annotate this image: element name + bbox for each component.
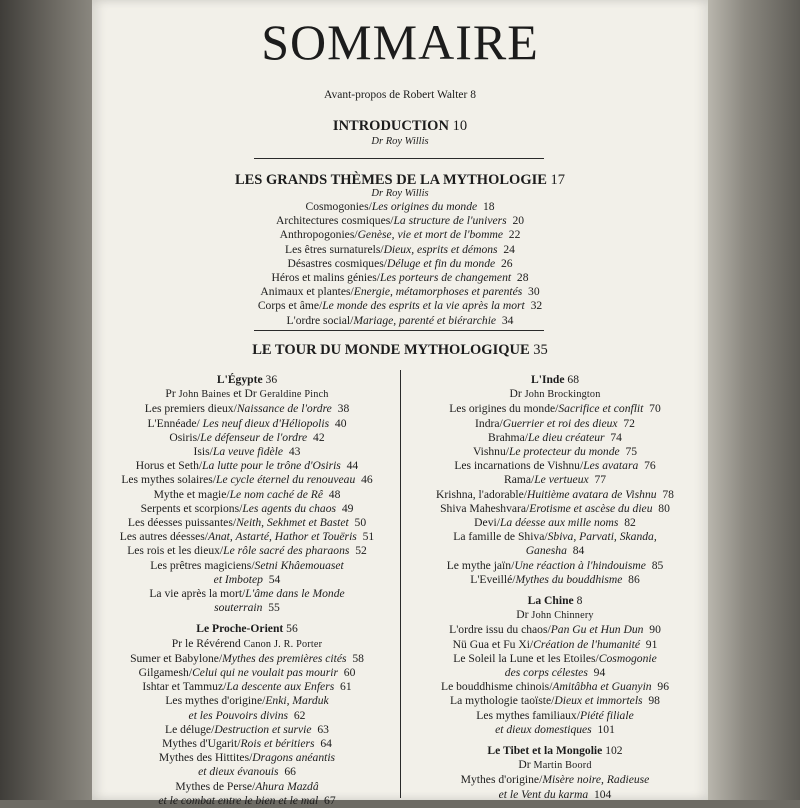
entry-subtitle: et les Pouvoirs divins: [188, 708, 289, 722]
entry-subtitle: Déluge et fin du monde: [386, 256, 496, 270]
toc-entry: [402, 431, 708, 445]
region-page: 68: [567, 373, 579, 386]
toc-entry: [92, 530, 402, 544]
foreword-page: 8: [470, 89, 476, 101]
entry-topic: Les déesses puissantes/: [127, 516, 237, 530]
entry-topic: Désastres cosmiques/: [287, 256, 387, 270]
region-title: L'Égypte: [216, 373, 263, 386]
entry-topic: Indra/: [475, 416, 503, 430]
toc-entry: [402, 773, 708, 787]
entry-topic: Vishnu/: [472, 445, 509, 459]
entry-subtitle: Amitâbha et Guanyin: [552, 680, 652, 694]
entry-page: 77: [594, 473, 607, 487]
entry-subtitle: Ganesha: [525, 544, 567, 558]
toc-entry: [92, 257, 708, 271]
entry-page: 46: [361, 473, 373, 487]
toc-entry: [92, 516, 402, 530]
entry-subtitle: Le rôle sacré des pharaons: [223, 544, 350, 558]
introduction-author: Dr Roy Willis: [371, 136, 429, 147]
spacer: [402, 587, 708, 594]
toc-entry: [402, 488, 708, 502]
toc-entry: [402, 623, 708, 637]
entry-page: 61: [340, 680, 352, 694]
entry-subtitle: Mythes du bouddhisme: [515, 572, 623, 586]
introduction-title: INTRODUCTION: [332, 118, 449, 134]
introduction-heading: [92, 118, 708, 135]
toc-entry: [92, 694, 402, 708]
author-name: Martin Boord: [533, 760, 592, 772]
entry-subtitle: Celui qui ne voulait pas mourir: [192, 666, 338, 680]
entry-subtitle: Mariage, parenté et biérarchie: [353, 313, 497, 327]
region-page: 102: [605, 744, 623, 758]
region-heading: [92, 373, 402, 387]
entry-page: 28: [516, 271, 529, 285]
toc-entry: [92, 652, 402, 666]
entry-page: 104: [593, 787, 612, 801]
entry-topic: Sumer et Babylone/: [130, 651, 223, 665]
toc-entry: [402, 445, 708, 459]
entry-page: 58: [352, 651, 364, 665]
tour-title: LE TOUR DU MONDE MYTHOLOGIQUE: [252, 342, 530, 358]
entry-page: 24: [503, 242, 515, 256]
spacer: [402, 737, 708, 744]
divider: [254, 158, 544, 159]
toc-entry: [92, 559, 402, 573]
entry-page: 54: [268, 572, 281, 586]
book-edge-right: [708, 0, 800, 800]
author-name: John Baines: [178, 389, 231, 401]
entry-page: 64: [320, 737, 332, 751]
entry-subtitle: et le Vent du karma: [498, 787, 589, 801]
entry-topic: Anthropogonies/: [279, 228, 358, 242]
entry-subtitle: Le défenseur de l'ordre: [200, 430, 308, 444]
entry-page: 62: [293, 708, 306, 722]
entry-subtitle: Huitième avatara de Vishnu: [527, 487, 657, 501]
toc-entry: [92, 780, 402, 794]
entry-topic: Corps et âme/: [257, 299, 323, 313]
authors-prefix: Dr: [516, 608, 529, 622]
entry-topic: Gilgamesh/: [138, 666, 193, 680]
entry-page: 38: [337, 402, 350, 416]
entry-page: 66: [284, 765, 296, 779]
entry-topic: Mythe et magie/: [153, 487, 230, 501]
entry-subtitle: Dieux, esprits et démons: [383, 242, 498, 256]
region-page: 36: [265, 373, 278, 386]
author-name: John Brockington: [524, 389, 601, 401]
entry-topic: Mythes d'Ugarit/: [162, 737, 241, 751]
entry-topic: Osiris/: [169, 430, 201, 444]
toc-entry: [402, 559, 708, 573]
toc-entry: [92, 228, 708, 242]
entry-subtitle: Le monde des esprits et la vie après la mort: [322, 299, 525, 313]
toc-column-right: [402, 373, 708, 802]
entry-subtitle: Les avatara: [583, 459, 639, 473]
entry-page: 84: [572, 544, 585, 558]
foreword-label: Avant-propos de Robert Walter: [324, 89, 468, 101]
author-name: John Chinnery: [531, 610, 594, 622]
entry-subtitle: souterrain: [214, 601, 263, 615]
toc-entry: [402, 402, 708, 416]
entry-page: 63: [317, 722, 329, 736]
toc-entry: [92, 473, 402, 487]
entry-subtitle: Sbiva, Parvati, Skanda,: [547, 530, 657, 544]
entry-topic: Le Soleil la Lune et les Etoiles/: [453, 651, 599, 665]
themes-author: Dr Roy Willis: [371, 188, 429, 199]
toc-entry: [402, 473, 708, 487]
entry-subtitle: La déesse aux mille noms: [499, 516, 619, 530]
toc-entry: [92, 445, 402, 459]
entry-subtitle: Guerrier et roi des dieux: [502, 416, 618, 430]
spacer: [92, 615, 402, 622]
region-heading: [402, 594, 708, 608]
region-authors: [402, 608, 708, 623]
toc-entry: [92, 299, 708, 313]
toc-column-left: [92, 373, 402, 808]
entry-topic: La mythologie taoïste/: [450, 694, 555, 708]
entry-subtitle: et Imbotep: [213, 572, 263, 586]
entry-page: 26: [500, 256, 513, 270]
toc-entry: [92, 765, 402, 779]
entry-topic: Héros et malins génies/: [271, 271, 381, 285]
authors-prefix: Dr: [518, 758, 531, 772]
toc-entry: [92, 243, 708, 257]
toc-entry: [92, 214, 708, 228]
entry-topic: Les autres déesses/: [119, 530, 208, 544]
entry-subtitle: Energie, métamorphoses et parentés: [353, 285, 523, 299]
toc-entry: [92, 666, 402, 680]
entry-page: 90: [649, 623, 661, 637]
entry-subtitle: Naissance de l'ordre: [236, 402, 332, 416]
entry-subtitle: Création de l'humanité: [533, 637, 640, 651]
toc-entry: [92, 488, 402, 502]
entry-page: 43: [288, 445, 301, 459]
entry-topic: Shiva Maheshvara/: [440, 501, 530, 515]
entry-topic: Les mythes familiaux/: [476, 708, 580, 722]
region-authors: [92, 387, 402, 402]
region-authors: [402, 758, 708, 773]
entry-subtitle: Le dieu créateur: [527, 430, 605, 444]
entry-subtitle: Rois et béritiers: [240, 737, 315, 751]
entry-subtitle: Cosmogonie: [598, 651, 657, 665]
entry-subtitle: Les porteurs de changement: [380, 271, 512, 285]
tour-page: 35: [533, 342, 548, 358]
entry-topic: Cosmogonies/: [305, 200, 372, 213]
entry-topic: Le déluge/: [165, 722, 215, 736]
authors-mid: et Dr: [233, 387, 257, 401]
entry-subtitle: Genèse, vie et mort de l'bomme: [357, 228, 503, 242]
entry-page: 91: [645, 637, 658, 651]
entry-topic: Horus et Seth/: [135, 459, 203, 473]
entry-topic: Ishtar et Tammuz/: [142, 680, 227, 694]
entry-page: 101: [597, 722, 615, 736]
entry-subtitle: Sacrifice et conflit: [558, 402, 644, 416]
entry-topic: Le bouddhisme chinois/: [441, 680, 553, 694]
toc-entry: [402, 666, 708, 680]
entry-page: 80: [658, 501, 670, 515]
entry-page: 98: [648, 694, 660, 708]
toc-entry: [402, 502, 708, 516]
authors-prefix: Pr le Révérend: [171, 636, 241, 650]
region-title: Le Tibet et la Mongolie: [487, 744, 603, 758]
entry-topic: Isis/: [193, 445, 213, 459]
entry-page: 44: [346, 459, 359, 473]
entry-topic: Brahma/: [488, 430, 528, 444]
entry-page: 70: [649, 402, 661, 416]
toc-entry: [92, 271, 708, 285]
book-edge-left: [0, 0, 92, 800]
entry-subtitle: Le cycle éternel du renouveau: [216, 473, 356, 487]
entry-subtitle: et le combat entre le bien et le mal: [158, 793, 319, 807]
region-title: Le Proche-Orient: [196, 622, 284, 636]
entry-subtitle: des corps célestes: [504, 666, 588, 680]
themes-page: 17: [550, 172, 566, 188]
entry-page: 30: [528, 285, 540, 299]
entry-subtitle: La structure de l'univers: [393, 214, 507, 228]
toc-entry: [92, 587, 402, 601]
entry-page: 22: [508, 228, 521, 242]
themes-title: LES GRANDS THÈMES DE LA MYTHOLOGIE: [234, 172, 547, 188]
entry-topic: La famille de Shiva/: [453, 530, 548, 544]
toc-entry: [402, 530, 708, 544]
entry-page: 82: [624, 516, 636, 530]
entry-page: 55: [268, 601, 280, 615]
entry-page: 49: [341, 501, 354, 515]
entry-topic: Mythes des Hittites/: [158, 751, 253, 765]
toc-entry: [402, 516, 708, 530]
entry-topic: Nü Gua et Fu Xi/: [452, 637, 534, 651]
entry-subtitle: L'âme dans le Monde: [245, 587, 345, 601]
entry-subtitle: Pan Gu et Hun Dun: [550, 623, 644, 637]
introduction-page: 10: [452, 118, 468, 134]
entry-page: 75: [625, 445, 638, 459]
entry-topic: Krishna, l'adorable/: [436, 487, 527, 501]
entry-subtitle: Le nom caché de Rê: [229, 487, 323, 501]
region-title: La Chine: [527, 594, 574, 608]
entry-subtitle: Le vertueux: [534, 473, 589, 487]
entry-topic: Les rois et les dieux/: [127, 544, 224, 558]
authors-prefix: Dr: [509, 387, 522, 401]
entry-topic: Serpents et scorpions/: [140, 501, 243, 515]
toc-entry: [92, 200, 708, 214]
entry-subtitle: La veuve fidèle: [212, 445, 284, 459]
entry-subtitle: Setni Khâemouaset: [254, 558, 344, 572]
entry-topic: Mythes de Perse/: [175, 779, 256, 793]
entry-page: 18: [482, 200, 495, 213]
region-authors: [92, 637, 402, 652]
entry-page: 48: [328, 487, 341, 501]
toc-entry: [402, 723, 708, 737]
toc-entry: [92, 573, 402, 587]
toc-entry: [402, 544, 708, 558]
region-title: L'Inde: [530, 373, 565, 386]
entry-topic: Les êtres surnaturels/: [285, 242, 384, 256]
toc-entry: [402, 459, 708, 473]
entry-topic: Architectures cosmiques/: [275, 214, 394, 228]
entry-subtitle: Les origines du monde: [371, 200, 478, 213]
entry-subtitle: Erotisme et ascèse du dieu: [529, 501, 653, 515]
entry-subtitle: Destruction et survie: [214, 722, 312, 736]
toc-entry: [92, 285, 708, 299]
themes-heading: [92, 172, 708, 189]
foreword-line: [92, 89, 708, 101]
entry-subtitle: Dragons anéantis: [252, 751, 336, 765]
region-heading: [92, 622, 402, 636]
entry-topic: L'Ennéade/: [147, 416, 203, 430]
entry-page: 96: [657, 680, 669, 694]
entry-subtitle: La descente aux Enfers: [226, 680, 335, 694]
entry-page: 52: [355, 544, 367, 558]
entry-subtitle: Piété filiale: [579, 708, 634, 722]
toc-entry: [402, 694, 708, 708]
toc-entry: [402, 417, 708, 431]
entry-page: 40: [334, 416, 347, 430]
entry-topic: Les mythes solaires/: [121, 473, 216, 487]
entry-subtitle: Ahura Mazdâ: [255, 779, 319, 793]
toc-entry: [92, 314, 708, 328]
entry-page: 76: [644, 459, 656, 473]
toc-entry: [92, 459, 402, 473]
entry-topic: La vie après la mort/: [149, 587, 246, 601]
entry-topic: Devi/: [474, 516, 500, 530]
toc-entry: [92, 431, 402, 445]
toc-entry: [92, 402, 402, 416]
entry-page: 34: [501, 313, 514, 327]
toc-entry: [92, 544, 402, 558]
entry-page: 94: [593, 666, 606, 680]
page-title: SOMMAIRE: [261, 14, 539, 70]
toc-entry: [92, 680, 402, 694]
toc-entry: [92, 737, 402, 751]
entry-page: 42: [313, 430, 325, 444]
entry-topic: Mythes d'origine/: [460, 773, 543, 787]
entry-topic: Les mythes d'origine/: [165, 694, 266, 708]
entry-page: 51: [362, 530, 375, 544]
entry-topic: Le mythe jaïn/: [446, 558, 515, 572]
region-heading: [402, 373, 708, 387]
entry-topic: L'ordre issu du chaos/: [449, 623, 551, 637]
toc-entry: [92, 794, 402, 808]
toc-entry: [92, 751, 402, 765]
entry-subtitle: Dieux et immortels: [554, 694, 643, 708]
entry-topic: L'Eveillé/: [470, 572, 516, 586]
entry-page: 32: [530, 299, 543, 313]
region-authors: [402, 387, 708, 402]
entry-subtitle: Une réaction à l'hindouisme: [514, 558, 646, 572]
entry-topic: Les origines du monde/: [449, 402, 559, 416]
entry-topic: L'ordre social/: [286, 313, 354, 327]
entry-subtitle: Anat, Astarté, Hathor et Touëris: [208, 530, 357, 544]
entry-page: 50: [354, 516, 367, 530]
toc-entry: [92, 709, 402, 723]
toc-entry: [402, 680, 708, 694]
author-name: Canon J. R. Porter: [243, 638, 323, 650]
entry-subtitle: Misère noire, Radieuse: [542, 773, 650, 787]
entry-topic: Les premiers dieux/: [144, 402, 237, 416]
author-name: Geraldine Pinch: [259, 389, 329, 401]
entry-topic: Les incarnations de Vishnu/: [454, 459, 584, 473]
entry-page: 74: [610, 430, 622, 444]
toc-entry: [402, 573, 708, 587]
entry-subtitle: Les agents du chaos: [242, 501, 337, 515]
toc-entry: [92, 601, 402, 615]
entry-page: 85: [651, 558, 664, 572]
toc-entry: [402, 709, 708, 723]
entry-topic: Animaux et plantes/: [260, 285, 354, 299]
region-heading: [402, 744, 708, 758]
toc-page: [92, 0, 708, 807]
region-page: 8: [576, 594, 583, 608]
themes-list: [92, 200, 708, 328]
entry-topic: Les prêtres magiciens/: [150, 558, 255, 572]
entry-subtitle: La lutte pour le trône d'Osiris: [202, 459, 341, 473]
toc-entry: [402, 638, 708, 652]
tour-heading: [92, 342, 708, 359]
authors-prefix: Pr: [165, 387, 176, 401]
entry-subtitle: et dieux évanouis: [198, 765, 279, 779]
entry-page: 86: [628, 572, 640, 586]
entry-subtitle: Mythes des premières cités: [222, 651, 347, 665]
region-page: 56: [286, 622, 298, 636]
entry-subtitle: et dieux domestiques: [495, 722, 592, 736]
entry-subtitle: Enki, Marduk: [265, 694, 329, 708]
toc-entry: [92, 502, 402, 516]
toc-entry: [92, 417, 402, 431]
toc-entry: [402, 652, 708, 666]
entry-page: 78: [662, 487, 674, 501]
entry-subtitle: Le protecteur du monde: [508, 445, 620, 459]
entry-page: 20: [512, 214, 525, 228]
entry-subtitle: Les neuf dieux d'Héliopolis: [202, 416, 330, 430]
entry-page: 67: [324, 793, 336, 807]
entry-page: 60: [343, 666, 356, 680]
entry-page: 72: [623, 416, 635, 430]
divider: [254, 330, 544, 331]
entry-subtitle: Neith, Sekhmet et Bastet: [236, 516, 349, 530]
toc-entry: [92, 723, 402, 737]
entry-topic: Rama/: [503, 473, 535, 487]
